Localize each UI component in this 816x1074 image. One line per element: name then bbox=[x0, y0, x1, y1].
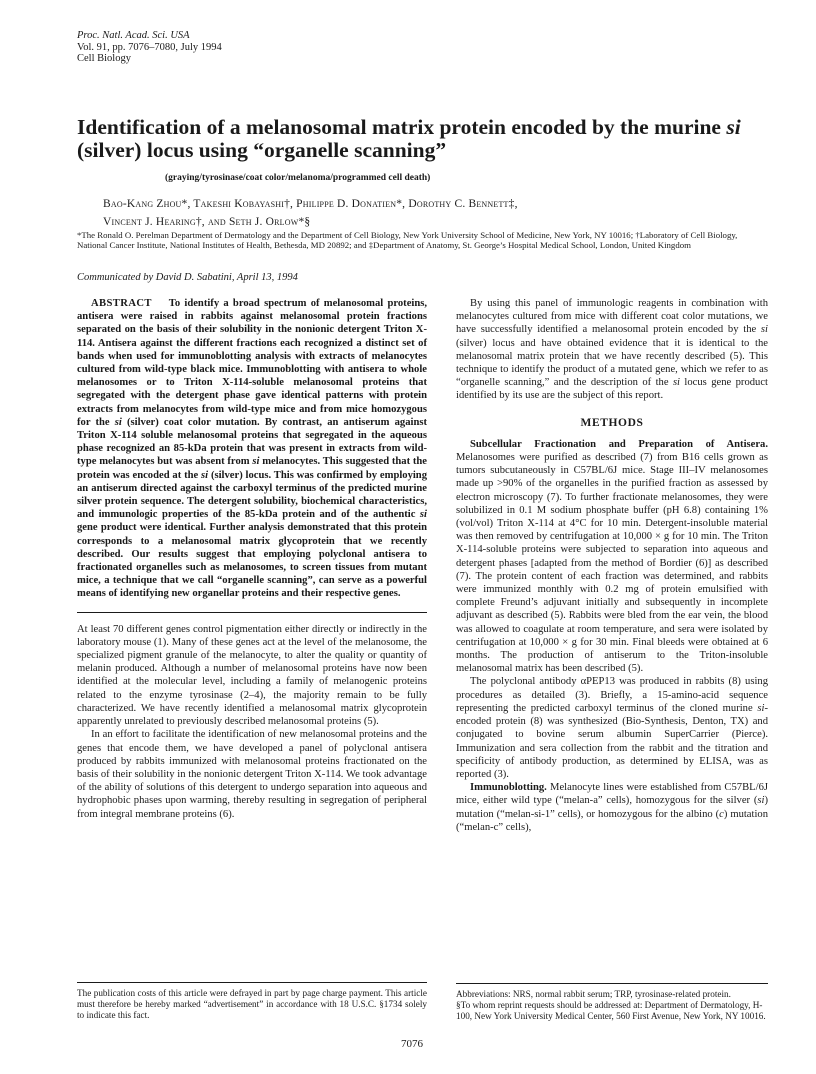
affiliations: *The Ronald O. Perelman Department of Dermatology and the Department of Cell Biology, New York University School of Medicine, New York, NY 10016; †Laboratory of Cell Biology, National Cancer Institute, National Institutes of Health, Bethesda, MD 20892; and ‡Department of Anatomy, St. George’s Hospital Medical School, London, United Kingdom bbox=[77, 230, 738, 251]
methods-heading: METHODS bbox=[580, 416, 644, 429]
intro-paragraph-1: At least 70 different genes control pigmentation either directly or indirectly in the laboratory mouse (1). Many of these genes act at the level of the melanosome, the specialized pigment granule of the melanocyte, to alter the quality or quantity of melanin produced. Although a number of melanosomal proteins have now been identified at the molecular level, including a family of melanogenic proteins related to the enzyme tyrosinase (2–4), the majority remain to be fully characterized. We have recently identified a melanosomal matrix glycoprotein apparently unrelated to previously described melanosomal proteins (5). bbox=[77, 623, 427, 728]
intro-paragraph-3 bbox=[456, 297, 768, 403]
methods-p3-b: ) mutation (“melan-si-1” cells), or homozygous for the albino ( bbox=[456, 795, 768, 820]
journal-header bbox=[77, 30, 222, 65]
journal-section: Cell Biology bbox=[77, 53, 131, 64]
abbreviations-footnote: Abbreviations: NRS, normal rabbit serum; TRP, tyrosinase-related protein. bbox=[456, 989, 731, 999]
abstract-text-d: (silver) locus. This was confirmed by employing an antiserum directed against the carboxyl terminus of the predicted murine silver protein sequence. The detergent solubility, biochemical characteristics, and immunologic properties of the 85-kDa protein and of the authentic bbox=[77, 469, 427, 521]
methods-p1-text: Melanosomes were purified as described (7) from B16 cells grown as tumors subcutaneously in C57BL/6J mice. Stage III–IV melanosomes made up >90% of the organelles in the purified fraction as assessed by electron microscopy (7). To further fractionate melanosomes, they were solubilized in 0.1 M sodium phosphate buffer (pH 6.8) containing 1% (vol/vol) Triton X-114 at 4°C for 10 min. Detergent-insoluble material was then removed by centrifugation at 10,000 × g for 10 min. The Triton X-114-soluble proteins were subjected to separation into aqueous and detergent phases [adapted from the method of Bordier (6)] as described (7). The protein content of each fraction was determined, and rabbits were immunized monthly with 0.2 mg of protein emulsified with complete Freund’s adjuvant initially and subsequently in incomplete adjuvant as described (5). Rabbits were bled from the ear vein, the blood was allowed to coagulate at room temperature, and sera were isolated by centrifugation at 10,000 × g for 30 min. Final bleeds were obtained at 6 months. The production of antiserum to the Triton-insoluble melanosomal matrix has been described (5). bbox=[456, 452, 768, 675]
page-number: 7076 bbox=[401, 1038, 423, 1050]
abstract-si-1: si bbox=[114, 416, 122, 428]
footnote-divider-left bbox=[77, 982, 427, 983]
intro-p3-si-2: si bbox=[672, 377, 681, 389]
abstract bbox=[77, 297, 427, 601]
abstract-si-3: si bbox=[201, 469, 209, 481]
methods-p3-a: Melanocyte lines were established from C57BL/6J mice, either wild type (“melan-a” cells), homozygous for the silver ( bbox=[456, 782, 768, 807]
journal-volume: Vol. 91, pp. 7076–7080, July 1994 bbox=[77, 41, 222, 53]
methods-subheading-1: Subcellular Fractionation and Preparation of Antisera. bbox=[470, 438, 768, 450]
methods-p2-b: -encoded protein (8) was synthesized (Bio-Synthesis, Denton, TX) and conjugated to bovine serum albumin SuperCarrier (Pierce). Immunization and sera collection from the rabbit and the titration and specificity of antibody production, as determined by ELISA, was as reported (3). bbox=[456, 702, 768, 780]
authors-line-2: Vincent J. Hearing†, and Seth J. Orlow*§ bbox=[103, 215, 311, 228]
keywords: (graying/tyrosinase/coat color/melanoma/programmed cell death) bbox=[165, 173, 431, 183]
intro-p3-si-1: si bbox=[760, 324, 768, 336]
abstract-divider bbox=[77, 612, 427, 613]
methods-paragraph-1 bbox=[456, 438, 768, 676]
title-part1: Identification of a melanosomal matrix protein encoded by the murine bbox=[77, 115, 727, 139]
methods-paragraph-3 bbox=[456, 781, 768, 834]
intro-paragraph-2: In an effort to facilitate the identification of new melanosomal proteins and the genes that encode them, we have developed a panel of polyclonal antisera produced by rabbits immunized with melanosomal proteins fractionated on the basis of their solubility in the nonionic detergent Triton X-114. We took advantage of the ability of solutions of this detergent to undergo separation into aqueous and hydrophobic phases upon warming, thereby resulting in segregation of peripheral from integral membrane proteins (6). bbox=[77, 729, 427, 820]
abstract-text-e: gene product were identical. Further analysis demonstrated that this protein corresponds to a melanosomal matrix glycoprotein that we recently described. Our results suggest that employing polyclonal antisera to fractionated organelles such as melanosomes, to screen tissues from mutant mice, a technique that we call “organelle scanning”, can serve as a powerful means of identifying new organellar proteins and their respective genes. bbox=[77, 522, 427, 600]
methods-p3-si: si bbox=[757, 795, 765, 807]
abstract-si-4: si bbox=[419, 509, 427, 521]
authors-line-1: Bao-Kang Zhou*, Takeshi Kobayashi†, Philippe D. Donatien*, Dorothy C. Bennett‡, bbox=[103, 198, 518, 210]
author-list bbox=[103, 196, 763, 231]
methods-p3-c: ) mutation (“melan-c” cells), bbox=[456, 808, 768, 833]
intro-p3-c: locus gene product identified by its use are the subject of this report. bbox=[456, 377, 768, 402]
right-column bbox=[456, 297, 768, 834]
methods-p3-c-italic: c bbox=[719, 808, 724, 820]
methods-paragraph-2 bbox=[456, 675, 768, 781]
methods-p2-a: The polyclonal antibody αPEP13 was produced in rabbits (8) using procedures as detailed (3). Briefly, a 15-amino-acid sequence representing the predicted carboxyl terminus of the cloned murine bbox=[456, 676, 768, 714]
article-title bbox=[77, 116, 757, 162]
abstract-si-2: si bbox=[252, 456, 260, 468]
journal-name: Proc. Natl. Acad. Sci. USA bbox=[77, 30, 190, 41]
reprint-footnote: §To whom reprint requests should be addressed at: Department of Dermatology, H-100, New York University Medical Center, 560 First Avenue, New York, NY 10016. bbox=[456, 1000, 766, 1021]
methods-subheading-2: Immunoblotting. bbox=[470, 782, 547, 794]
title-italic: si bbox=[726, 115, 741, 139]
abstract-text-c: melanocytes. This suggested that the protein was encoded at the bbox=[77, 456, 427, 481]
communicated-by: Communicated by David D. Sabatini, April 13, 1994 bbox=[77, 272, 298, 283]
abstract-text-a: To identify a broad spectrum of melanosomal proteins, antisera were raised in rabbits against melanosomal protein fractions separated on the basis of their solubility in the nonionic detergent Triton X-114. Antisera against the different fractions each recognized a distinct set of bands when used for immunoblotting analysis with extracts of melanocytes cultured from wild-type black mice. Immunoblotting with antisera to whole melanosomes or to Triton X-114-soluble melanosomal proteins that segregated with the detergent phase gave identical patterns with protein extracts from melanocytes from wild-type mice and from mice homozygous for the bbox=[77, 298, 427, 428]
abstract-text-b: (silver) coat color mutation. By contrast, an antiserum against Triton X-114 soluble melanosomal proteins that segregated in the aqueous phase recognized an 85-kDa protein that was present in extracts from wild-type melanocytes but was absent from bbox=[77, 416, 427, 468]
right-footnotes bbox=[456, 989, 768, 1022]
intro-p3-b: (silver) locus and have obtained evidence that it is identical to the melanosomal matrix protein that we have recently described (5). This technique to identify the product of a mutated gene, which we refer to as “organelle scanning,” and the description of the bbox=[456, 337, 768, 389]
abstract-label: ABSTRACT bbox=[91, 298, 152, 309]
methods-p2-si: si bbox=[757, 702, 765, 714]
intro-p3-a: By using this panel of immunologic reagents in combination with melanocytes cultured from mice with different coat color mutations, we have successfully identified a melanosomal protein encoded by the bbox=[456, 298, 768, 336]
title-part2: (silver) locus using “organelle scanning” bbox=[77, 138, 447, 162]
left-column bbox=[77, 297, 427, 821]
publication-cost-footnote: The publication costs of this article were defrayed in part by page charge payment. This article must therefore be hereby marked “advertisement” in accordance with 18 U.S.C. §1734 solely to indicate this fact. bbox=[77, 988, 427, 1020]
footnote-divider-right bbox=[456, 983, 768, 984]
